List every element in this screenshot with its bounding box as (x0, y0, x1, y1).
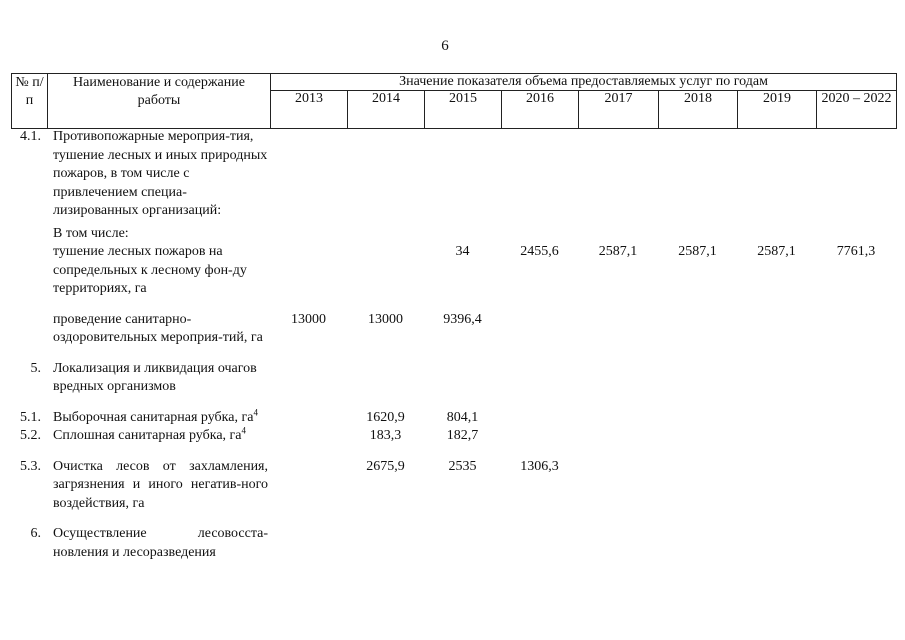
table-row (11, 513, 896, 562)
row-value: 182,7 (446, 428, 479, 443)
row-number: 5.1. (20, 409, 41, 425)
header-year: 2019 (738, 91, 817, 129)
row-value: 13000 (291, 311, 326, 327)
row-value: 2455,6 (520, 244, 559, 259)
header-num: № п/п (12, 74, 48, 129)
row-name: Осуществление лесовосста-новления и лесоразведения (53, 526, 268, 560)
row-value (424, 348, 501, 397)
row-value (658, 397, 737, 428)
row-value (816, 427, 896, 446)
row-value: 804,1 (446, 409, 479, 425)
row-value (737, 128, 816, 221)
header-year: 2016 (502, 91, 579, 129)
row-name: проведение санитарно-оздоровительных мероприя-тий, га (53, 311, 263, 345)
row-value (816, 348, 896, 397)
row-value (424, 221, 501, 244)
row-value (658, 427, 737, 446)
row-value: 7761,3 (836, 244, 876, 259)
row-value (658, 446, 737, 514)
table-row (11, 397, 896, 428)
row-value (658, 348, 737, 397)
header-year: 2017 (579, 91, 659, 129)
row-value (578, 299, 658, 348)
row-value (501, 128, 578, 221)
header-year: 2018 (659, 91, 738, 129)
table-body (11, 128, 896, 562)
row-value (424, 513, 501, 562)
row-value (501, 221, 578, 244)
row-value (270, 243, 347, 299)
row-value (501, 397, 578, 428)
row-value (816, 221, 896, 244)
row-value (347, 513, 424, 562)
row-name: Локализация и ликвидация очагов вредных организмов (53, 360, 257, 394)
row-value (501, 348, 578, 397)
row-value: 2587,1 (757, 244, 796, 259)
row-value: 9396,4 (443, 311, 482, 327)
row-name: Выборочная санитарная рубка, $га^4$ (53, 406, 258, 425)
header-year: 2014 (348, 91, 425, 129)
row-value (658, 128, 737, 221)
row-value (578, 397, 658, 428)
row-value: 1306,3 (520, 458, 559, 474)
row-number: 5. (30, 360, 41, 376)
row-name: Противопожарные мероприя-тия, тушение лесных и иных природных пожаров, в том числе с привлечением специа-лизированных организаций: (53, 129, 268, 218)
row-value (578, 348, 658, 397)
row-number (11, 243, 47, 299)
row-name: тушение лесных пожаров на сопредельных к лесному фон-ду территориях, га (53, 244, 247, 296)
row-name: Очистка лесов от захламления, загрязнения и иного негатив-ного воздействия, га (53, 458, 268, 511)
header-year: 2013 (271, 91, 348, 129)
header-year: 2015 (425, 91, 502, 129)
header-year: 2020 – 2022 (817, 91, 897, 129)
row-name: В том числе: (53, 225, 129, 241)
row-number (11, 299, 47, 348)
row-value (347, 243, 424, 299)
row-value (270, 348, 347, 397)
row-value: 2535 (448, 458, 477, 474)
row-value (270, 221, 347, 244)
row-number: 4.1. (20, 129, 41, 144)
row-value (270, 513, 347, 562)
row-value (347, 221, 424, 244)
row-value (658, 221, 737, 244)
row-value (578, 128, 658, 221)
row-value (270, 427, 347, 446)
header-values-title: Значение показателя объема предоставляемых услуг по годам (271, 74, 897, 91)
row-value: 34 (455, 244, 470, 259)
row-value (578, 221, 658, 244)
table-row (11, 243, 896, 299)
row-value (816, 128, 896, 221)
header-name: Наименование и содержание работы (48, 74, 271, 129)
row-value (270, 446, 347, 514)
row-number: 6. (30, 526, 41, 541)
footnote-mark: 4 (241, 425, 246, 436)
row-value (816, 513, 896, 562)
row-value (501, 299, 578, 348)
row-number: 5.3. (20, 458, 41, 474)
row-value (578, 513, 658, 562)
row-value (578, 446, 658, 514)
row-value (658, 513, 737, 562)
table-row (11, 348, 896, 397)
row-value (578, 427, 658, 446)
row-value (737, 221, 816, 244)
table-row (11, 128, 896, 221)
row-value: 13000 (368, 311, 403, 327)
row-value (816, 397, 896, 428)
row-value: 2587,1 (678, 244, 717, 259)
table-row (11, 299, 896, 348)
row-value (424, 128, 501, 221)
row-value (270, 397, 347, 428)
row-value (658, 299, 737, 348)
row-value: 2587,1 (598, 244, 638, 259)
table-row (11, 427, 896, 446)
row-value (501, 513, 578, 562)
row-value (737, 513, 816, 562)
table-row (11, 446, 896, 514)
row-value (501, 427, 578, 446)
row-name: Сплошная санитарная рубка, $га^4$ (53, 425, 246, 443)
table-row (11, 221, 896, 244)
row-value: 183,3 (369, 428, 402, 443)
table-header (11, 73, 897, 129)
row-number (11, 221, 47, 244)
row-number: 5.2. (20, 428, 41, 443)
row-value (737, 299, 816, 348)
row-value: 2675,9 (366, 458, 405, 474)
footnote-mark: 4 (253, 406, 258, 417)
row-value (816, 299, 896, 348)
row-value (347, 348, 424, 397)
row-value: 1620,9 (366, 409, 405, 425)
row-value (270, 128, 347, 221)
row-value (737, 348, 816, 397)
row-value (737, 446, 816, 514)
row-value (737, 397, 816, 428)
row-value (347, 128, 424, 221)
row-value (737, 427, 816, 446)
page-number: 6 (441, 38, 449, 54)
row-value (816, 446, 896, 514)
